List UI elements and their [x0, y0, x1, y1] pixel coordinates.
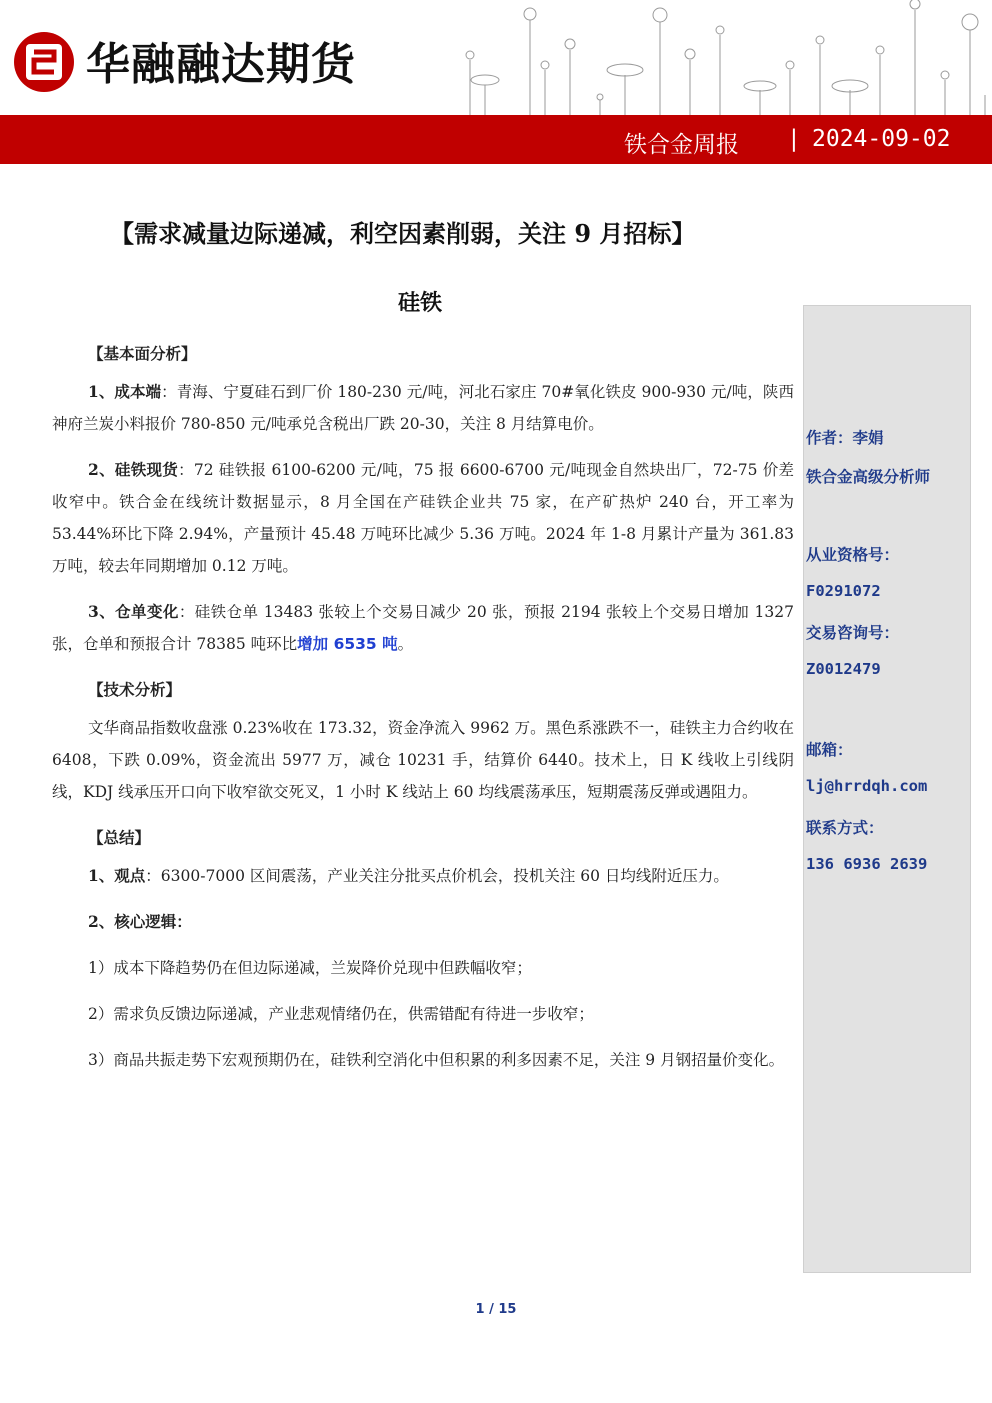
email-address[interactable]: lj@hrrdqh.com: [806, 777, 928, 795]
view-paragraph: [52, 860, 794, 892]
logic-label: 2、核心逻辑：: [88, 912, 192, 931]
author-name: 作者：李娟: [806, 429, 884, 447]
report-date: 2024-09-02: [812, 126, 951, 152]
email-label: 邮箱：: [806, 741, 853, 759]
spot-paragraph: [52, 454, 794, 582]
report-type: 铁合金周报: [624, 132, 739, 158]
warehouse-paragraph: [52, 596, 794, 660]
qualification-number: F0291072: [806, 582, 881, 600]
technical-heading: 【技术分析】: [88, 680, 182, 699]
technical-paragraph: 文华商品指数收盘涨 0.23%收在 173.32，资金净流入 9962 万。黑色系涨跌不一，硅铁主力合约收在 6408，下跌 0.09%，资金流出 5977 万，减仓 10231 手，结算价 6440。技术上，日 K 线收上引线阴线，KDJ 线承压开口向下收窄欲交死叉，1 小时 K 线站上 60 均线震荡承压，短期震荡反弹或遇阻力。: [52, 719, 794, 801]
logic-heading: [52, 906, 794, 938]
contact-label: 联系方式：: [806, 819, 884, 837]
cost-label: 1、成本端: [88, 382, 162, 401]
view-label: 1、观点: [88, 866, 146, 885]
company-name: 华融融达期货: [86, 39, 356, 90]
page-number: 1 / 15: [475, 1302, 517, 1317]
fundamental-heading: 【基本面分析】: [88, 344, 197, 363]
band-separator: |: [790, 126, 798, 152]
warehouse-label: 3、仓单变化: [88, 602, 179, 621]
logic-item: 3）商品共振走势下宏观预期仍在，硅铁利空消化中但积累的利多因素不足，关注 9 月钢招量价变化。: [88, 1051, 785, 1069]
phone-number: 136 6936 2639: [806, 855, 928, 873]
cost-text: ：青海、宁夏硅石到厂价 180-230 元/吨，河北石家庄 70#氧化铁皮 900-930 元/吨，陕西神府兰炭小料报价 780-850 元/吨承兑含税出厂跌 20-30，关注 8 月结算电价。: [52, 383, 794, 433]
logic-item: 1）成本下降趋势仍在但边际递减，兰炭降价兑现中但跌幅收窄；: [88, 959, 532, 977]
report-subtitle: 硅铁: [398, 290, 443, 316]
report-header: [0, 0, 992, 115]
report-body: [52, 334, 794, 1090]
spot-label: 2、硅铁现货: [88, 460, 179, 479]
consult-number: Z0012479: [806, 660, 881, 678]
warehouse-end: 。: [397, 635, 414, 653]
summary-heading: 【总结】: [88, 828, 151, 847]
spot-text: ：72 硅铁报 6100-6200 元/吨，75 报 6600-6700 元/吨现金自然块出厂，72-75 价差收窄中。铁合金在线统计数据显示，8 月全国在产硅铁企业共 75 家，在产矿热炉 240 台，开工率为 53.44%环比下降 2.94%，产量预计 45.48 万吨环比减少 5.36 万吨。2024 年 1-8 月累计产量为 361.83 万吨，较去年同期增加 0.12 万吨。: [52, 461, 794, 575]
view-text: ：6300-7000 区间震荡，产业关注分批买点价机会，投机关注 60 日均线附近压力。: [145, 867, 729, 885]
band-underline: [0, 161, 992, 164]
qualification-label: 从业资格号：: [806, 546, 900, 564]
author-title: 铁合金高级分析师: [806, 468, 931, 486]
consult-label: 交易咨询号：: [806, 624, 900, 642]
company-logo-icon: [12, 30, 76, 94]
report-title: 【需求减量边际递减，利空因素削弱，关注 9 月招标】: [110, 219, 696, 248]
warehouse-text: ：硅铁仓单 13483 张较上个交易日减少 20 张，预报 2194 张较上个交易日增加 1327 张，仓单和预报合计 78385 吨环比: [52, 603, 794, 653]
logic-item: 2）需求负反馈边际递减，产业悲观情绪仍在，供需错配有待进一步收窄；: [88, 1005, 594, 1023]
cost-paragraph: [52, 376, 794, 440]
warehouse-highlight: 增加 6535 吨: [297, 635, 398, 653]
